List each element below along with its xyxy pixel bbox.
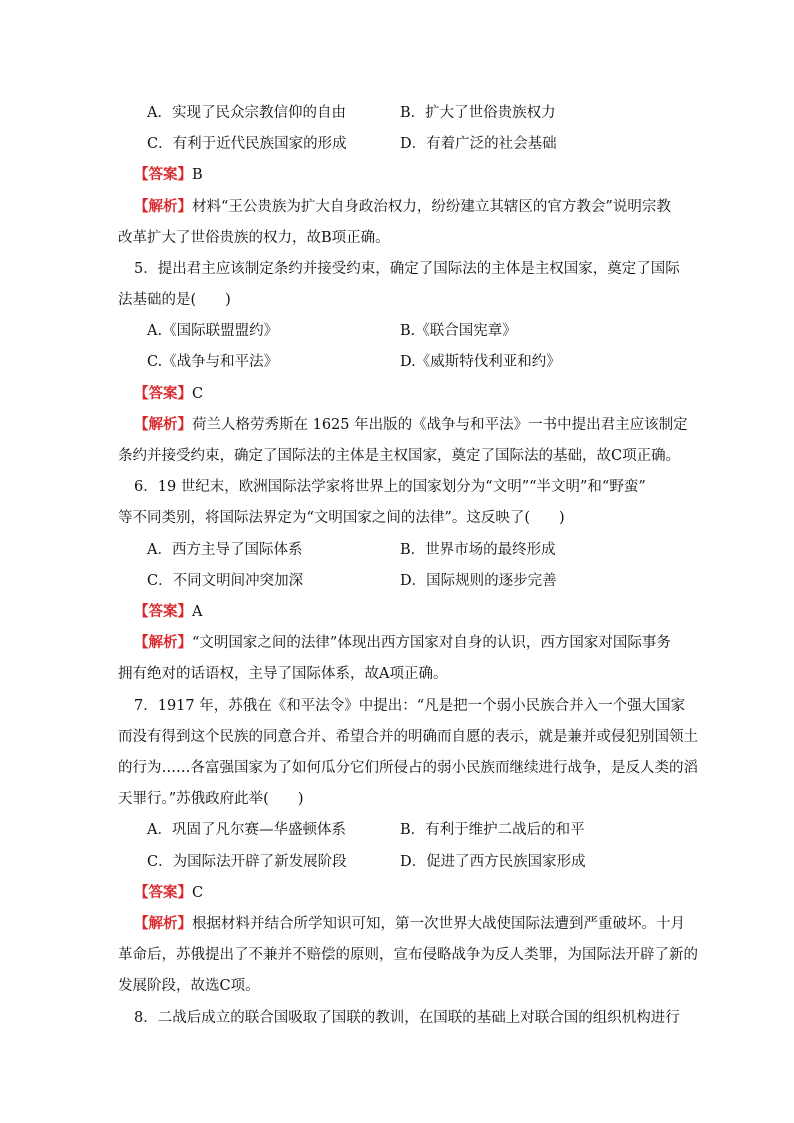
q7-option-a: A．巩固了凡尔赛—华盛顿体系 <box>147 822 346 838</box>
q7-option-d: D．促进了西方民族国家形成 <box>400 854 586 870</box>
q6-option-b: B．世界市场的最终形成 <box>400 542 556 558</box>
q6-stem-line-2: 等不同类别，将国际法界定为“文明国家之间的法律”。这反映了( ) <box>118 510 565 526</box>
answer-value: B <box>192 167 203 183</box>
answer-tag: 【答案】 <box>134 603 192 620</box>
q7-answer <box>134 883 203 903</box>
q7-stem-line-2: 而没有得到这个民族的同意合并、希望合并的明确而自愿的表示，就是兼并或侵犯别国领土 <box>118 729 698 745</box>
q4-option-a: A．实现了民众宗教信仰的自由 <box>147 105 346 121</box>
q7-analysis-line-2: 革命后，苏俄提出了不兼并不赔偿的原则，宣布侵略战争为反人类罪，为国际法开辟了新的 <box>118 947 698 963</box>
q5-answer <box>134 384 203 404</box>
q6-analysis-line-2: 拥有绝对的话语权，主导了国际体系，故A项正确。 <box>118 666 448 682</box>
q4-analysis-line-1 <box>134 197 671 217</box>
q5-stem-line-1: 5．提出君主应该制定条约并接受约束，确定了国际法的主体是主权国家，奠定了国际 <box>134 261 680 277</box>
analysis-text: 荷兰人格劳秀斯在 1625 年出版的《战争与和平法》一书中提出君主应该制定 <box>192 417 688 433</box>
q5-stem-line-2: 法基础的是( ) <box>118 292 231 308</box>
q5-option-a: A.《国际联盟盟约》 <box>147 323 279 339</box>
q6-analysis-line-1 <box>134 633 671 653</box>
q6-option-a: A．西方主导了国际体系 <box>147 542 303 558</box>
q7-option-b: B．有利于维护二战后的和平 <box>400 822 585 838</box>
q8-stem-line-1: 8．二战后成立的联合国吸取了国联的教训，在国联的基础上对联合国的组织机构进行 <box>134 1010 680 1026</box>
q5-analysis-line-2: 条约并接受约束，确定了国际法的主体是主权国家，奠定了国际法的基础，故C项正确。 <box>118 448 681 464</box>
q4-option-b: B．扩大了世俗贵族权力 <box>400 105 556 121</box>
q5-analysis-line-1 <box>134 415 688 435</box>
answer-tag: 【答案】 <box>134 385 192 402</box>
q6-option-d: D．国际规则的逐步完善 <box>400 573 557 589</box>
analysis-tag: 【解析】 <box>134 198 192 215</box>
q5-option-d: D.《威斯特伐利亚和约》 <box>400 354 561 370</box>
q5-option-c: C.《战争与和平法》 <box>147 354 279 370</box>
answer-value: A <box>192 604 203 620</box>
analysis-text: “文明国家之间的法律”体现出西方国家对自身的认识，西方国家对国际事务 <box>192 635 671 651</box>
q6-answer <box>134 602 202 622</box>
q5-option-b: B.《联合国宪章》 <box>400 323 517 339</box>
q7-analysis-line-3: 发展阶段，故选C项。 <box>118 978 260 994</box>
answer-tag: 【答案】 <box>134 166 192 183</box>
q7-stem-line-4: 天罪行。”苏俄政府此举( ) <box>118 791 304 807</box>
q6-option-c: C．不同文明间冲突加深 <box>147 573 304 589</box>
q7-option-c: C．为国际法开辟了新发展阶段 <box>147 854 347 870</box>
answer-tag: 【答案】 <box>134 884 192 901</box>
q7-stem-line-1: 7．1917 年，苏俄在《和平法令》中提出：“凡是把一个弱小民族合并入一个强大国家 <box>134 698 686 714</box>
q4-option-c: C．有利于近代民族国家的形成 <box>147 136 347 152</box>
analysis-text: 根据材料并结合所学知识可知，第一次世界大战使国际法遭到严重破坏。十月 <box>192 916 685 932</box>
q4-answer <box>134 165 203 185</box>
analysis-tag: 【解析】 <box>134 416 192 433</box>
answer-value: C <box>192 885 204 901</box>
analysis-tag: 【解析】 <box>134 634 192 651</box>
q6-stem-line-1: 6．19 世纪末，欧洲国际法学家将世界上的国家划分为“文明”“半文明”和“野蛮” <box>134 479 646 495</box>
analysis-text: 材料“王公贵族为扩大自身政治权力，纷纷建立其辖区的官方教会”说明宗教 <box>192 199 671 215</box>
analysis-tag: 【解析】 <box>134 915 192 932</box>
answer-value: C <box>192 386 204 402</box>
q4-analysis-line-2: 改革扩大了世俗贵族的权力，故B项正确。 <box>118 230 390 246</box>
q7-stem-line-3: 的行为……各富强国家为了如何瓜分它们所侵占的弱小民族而继续进行战争，是反人类的滔 <box>118 760 698 776</box>
q7-analysis-line-1 <box>134 914 685 934</box>
q4-option-d: D．有着广泛的社会基础 <box>400 136 557 152</box>
